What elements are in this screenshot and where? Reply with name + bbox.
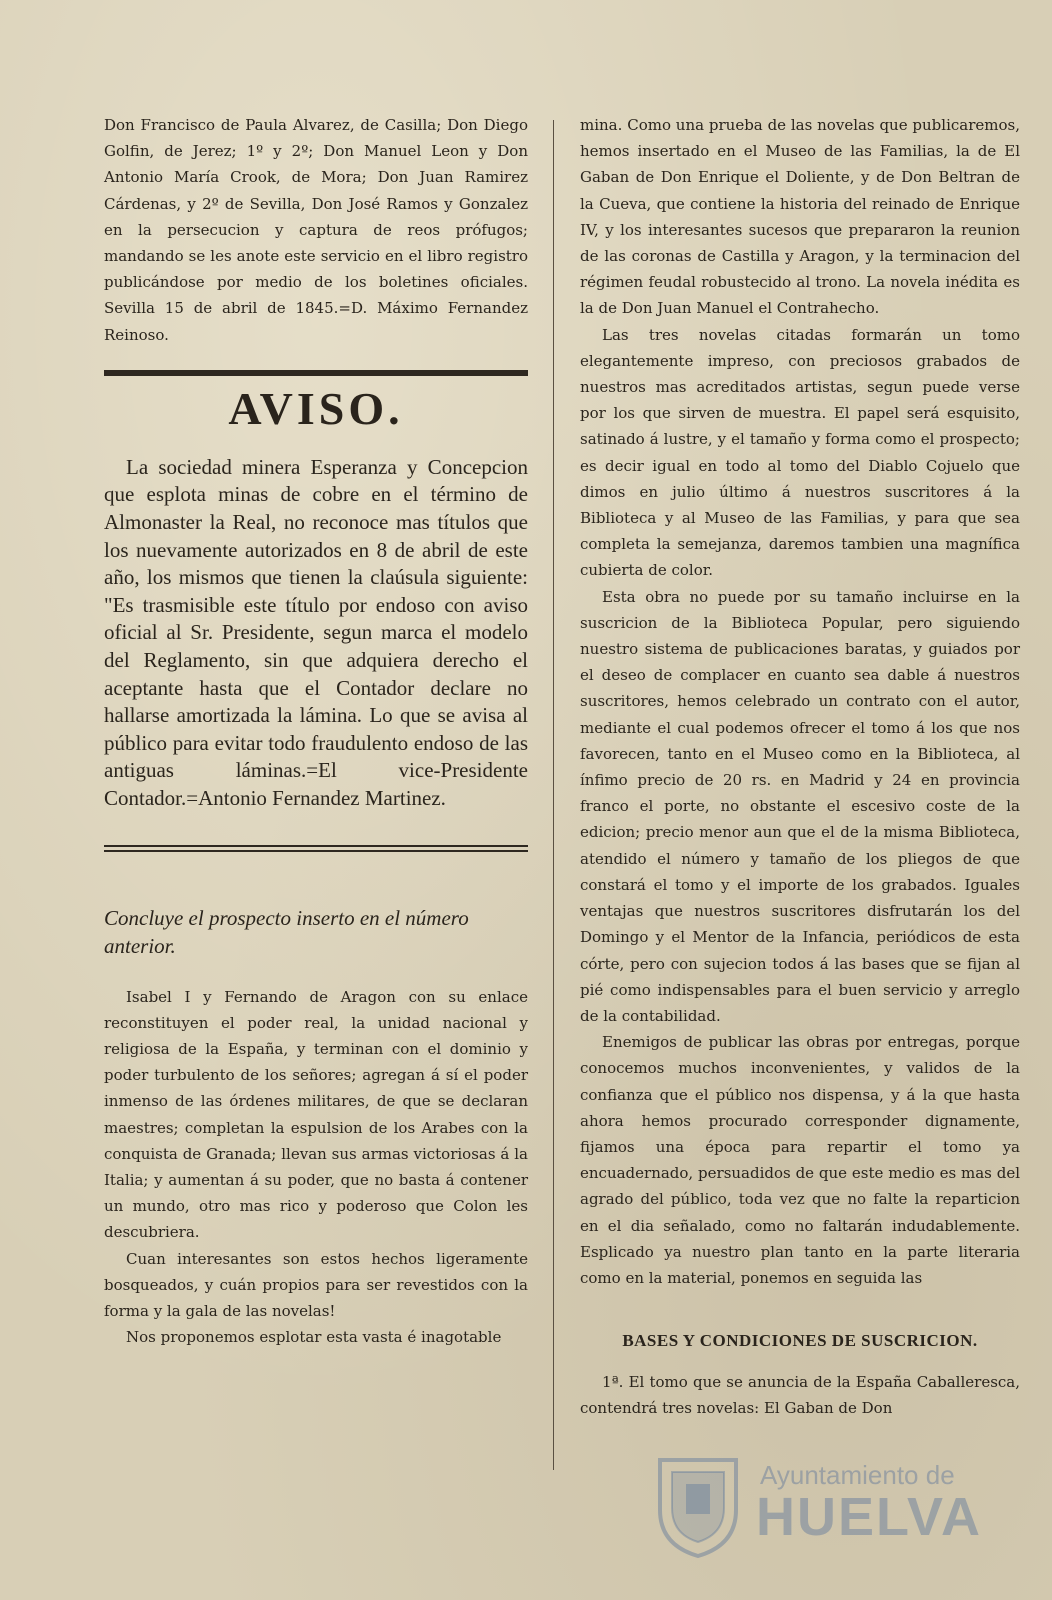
top-paragraph: Don Francisco de Paula Alvarez, de Casilla; Don Diego Golfin, de Jerez; 1º y 2º; Don Manuel Leon y Don Antonio María Crook, de Mora; Don Juan Ramirez Cárdenas, y 2º de Sevilla, Don José Ramos y Gonzalez en la persecucion y captura de reos prófugos; mandando se les anote este servicio en el libro registro publicándose por medio de los boletines oficiales. Sevilla 15 de abril de 1845.=D. Máximo Fernandez Reinoso. xyxy=(104,116,528,344)
section-double-rule xyxy=(104,845,528,852)
left-column xyxy=(104,112,528,1350)
column-divider xyxy=(553,120,554,1470)
left-paragraph: Nos proponemos esplotar esta vasta é inagotable xyxy=(126,1328,502,1347)
right-paragraph: Esta obra no puede por su tamaño incluirse en la suscricion de la Biblioteca Popular, pero siguiendo nuestro sistema de publicaciones baratas, y guiados por el deseo de complacer en cuanto sea dable á nuestros suscritores, hemos celebrado un contrato con el autor, mediante el cual podemos ofrecer el tomo á los que nos favorecen, tanto en el Museo como en la Biblioteca, al ínfimo precio de 20 rs. en Madrid y 24 en provincia franco el porte, no obstante el escesivo coste de la edicion; precio menor aun que el de la misma Biblioteca, atendido el número y tamaño de los pliegos de que constará el tomo y el importe de los grabados. Iguales ventajas que nuestros suscritores disfrutarán los del Domingo y el Mentor de la Infancia, periódicos de esta córte, pero con sujecion todos á las bases que se fijan al pié como indispensables para el buen servicio y arreglo de la contabilidad. xyxy=(580,587,1020,1025)
right-paragraph: mina. Como una prueba de las novelas que publicaremos, hemos insertado en el Museo de las Familias, la de El Gaban de Don Enrique el Doliente, y de Don Beltran de la Cueva, que contiene la historia del reinado de Enrique IV, y los interesantes sucesos que prepararon la reunion de las coronas de Castilla y Aragon, y la terminacion del régimen feudal robustecido al trono. La novela inédita es la de Don Juan Manuel el Contrahecho. xyxy=(580,116,1020,318)
watermark-line1: Ayuntamiento de xyxy=(760,1460,955,1490)
bases-first-item: 1ª. El tomo que se anuncia de la España Caballeresca, contendrá tres novelas: El Gaban de Don xyxy=(580,1373,1020,1418)
aviso-title: AVISO. xyxy=(228,382,404,434)
subheading: Concluye el prospecto inserto en el número anterior. xyxy=(104,905,469,958)
watermark-line2: HUELVA xyxy=(756,1487,982,1547)
right-column xyxy=(580,112,1020,1422)
city-seal-icon xyxy=(650,1450,746,1560)
right-paragraph: Enemigos de publicar las obras por entregas, porque conocemos muchos inconvenientes, y validos de la confianza que el público nos dispensa, y á la que hasta ahora hemos procurado corresponder dignamente, fijamos una época para repartir el tomo ya encuadernado, persuadidos de que este medio es mas del agrado del público, toda vez que no falte la reparticion en el dia señalado, como no faltarán indudablemente. Esplicado ya nuestro plan tanto en la parte literaria como en la material, ponemos en seguida las xyxy=(580,1033,1020,1287)
bases-heading: BASES Y CONDICIONES DE SUSCRICION. xyxy=(622,1331,978,1351)
section-rule xyxy=(104,370,528,376)
aviso-body: La sociedad minera Esperanza y Concepcion que esplota minas de cobre en el término de Almonaster la Real, no reconoce mas títulos que los nuevamente autorizados en 8 de abril de este año, los mismos que tienen la claúsula siguiente: "Es trasmisible este título por endoso con aviso oficial al Sr. Presidente, segun marca el modelo del Reglamento, sin que adquiera derecho el aceptante hasta que el Contador declare no hallarse amortizada la lámina. Lo que se avisa al público para evitar todo fraudulento endoso de las antiguas láminas.=El vice-Presidente Contador.=Antonio Fernandez Martinez. xyxy=(104,454,528,810)
huelva-watermark xyxy=(650,1450,990,1570)
right-paragraph: Las tres novelas citadas formarán un tomo elegantemente impreso, con preciosos grabados de nuestros mas acreditados artistas, segun puede verse por los que sirven de muestra. El papel será esquisito, satinado á lustre, y el tamaño y forma como el prospecto; es decir igual en todo al tomo del Diablo Cojuelo que dimos en julio último á nuestros suscritores á la Biblioteca y al Museo de las Familias, y para que sea completa la semejanza, daremos tambien una magnífica cubierta de color. xyxy=(580,325,1020,580)
left-paragraph: Cuan interesantes son estos hechos ligeramente bosqueados, y cuán propios para ser revestidos con la forma y la gala de las novelas! xyxy=(104,1249,528,1320)
left-paragraph: Isabel I y Fernando de Aragon con su enlace reconstituyen el poder real, la unidad nacional y religiosa de la España, y terminan con el dominio y poder turbulento de los señores; agregan á sí el poder inmenso de las órdenes militares, de que se declaran maestres; completan la espulsion de los Arabes con la conquista de Granada; llevan sus armas victoriosas á la Italia; y aumentan á su poder, que no basta á contener un mundo, otro mas rico y poderoso que Colon les descubriera. xyxy=(104,987,528,1242)
